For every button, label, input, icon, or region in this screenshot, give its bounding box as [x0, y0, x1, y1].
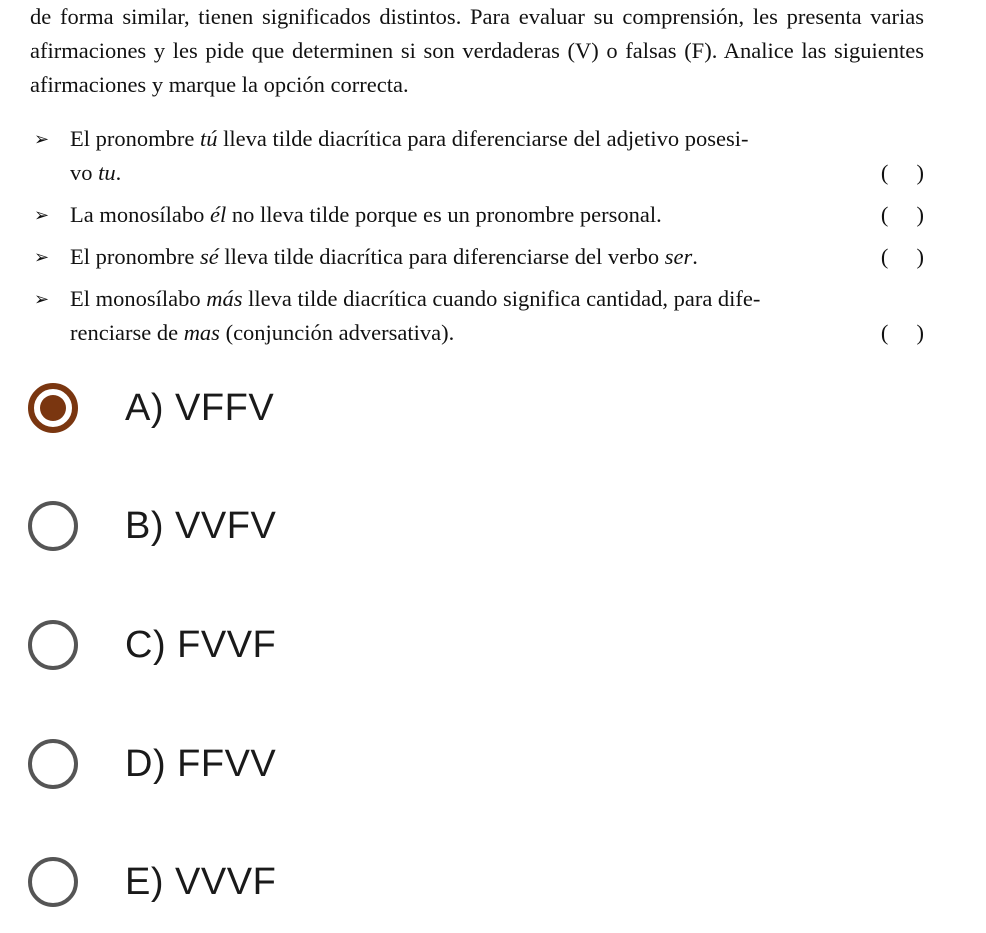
statement-4 [30, 282, 924, 350]
radio-unselected-icon[interactable] [28, 739, 78, 789]
radio-selected-icon[interactable] [28, 383, 78, 433]
arrowhead-bullet-icon: ➢ [34, 247, 50, 267]
radio-dot [40, 395, 66, 421]
statement-line: renciarse de mas (conjunción adversativa). ( ) [70, 316, 924, 350]
answer-blank: ( ) [880, 244, 924, 269]
radio-unselected-icon[interactable] [28, 501, 78, 551]
statement-2 [30, 198, 924, 232]
option-d[interactable] [28, 734, 276, 794]
question-text [30, 0, 924, 358]
option-b[interactable] [28, 496, 276, 556]
answer-blank: ( ) [880, 160, 924, 185]
answer-blank: ( ) [880, 202, 924, 227]
statement-text: La monosílabo él no lleva tilde porque es un pronombre personal. [70, 202, 662, 227]
statement-line [70, 240, 924, 274]
statement-3 [30, 240, 924, 274]
statement-1 [30, 122, 924, 190]
statement-line [70, 198, 924, 232]
statement-list [30, 122, 924, 350]
arrowhead-bullet-icon: ➢ [34, 129, 50, 149]
option-label[interactable]: A) VFFV [125, 386, 275, 429]
option-label[interactable]: C) FVVF [125, 623, 277, 666]
radio-unselected-icon[interactable] [28, 857, 78, 907]
answer-blank: ( ) [880, 320, 924, 345]
option-a[interactable] [28, 378, 274, 438]
radio-unselected-icon[interactable] [28, 620, 78, 670]
statement-text: El pronombre sé lleva tilde diacrítica para diferenciarse del verbo ser. [70, 244, 698, 269]
arrowhead-bullet-icon: ➢ [34, 289, 50, 309]
arrowhead-bullet-icon: ➢ [34, 205, 50, 225]
option-label[interactable]: B) VVFV [125, 504, 277, 547]
option-c[interactable] [28, 615, 276, 675]
statement-line: vo tu. ( ) [70, 156, 924, 190]
option-label[interactable]: D) FFVV [125, 742, 277, 785]
option-label[interactable]: E) VVVF [125, 860, 277, 903]
option-e[interactable] [28, 852, 276, 912]
question-intro: de forma similar, tienen significados distintos. Para evaluar su comprensión, les presenta varias afirmaciones y les pide que determinen si son verdaderas (V) o falsas (F). Analice las siguientes afirmaciones y marque la opción correcta. [30, 4, 924, 97]
statement-text: El pronombre tú lleva tilde diacrítica para diferenciarse del adjetivo posesi- [70, 126, 749, 151]
statement-text: El monosílabo más lleva tilde diacrítica cuando significa cantidad, para dife- [70, 286, 761, 311]
